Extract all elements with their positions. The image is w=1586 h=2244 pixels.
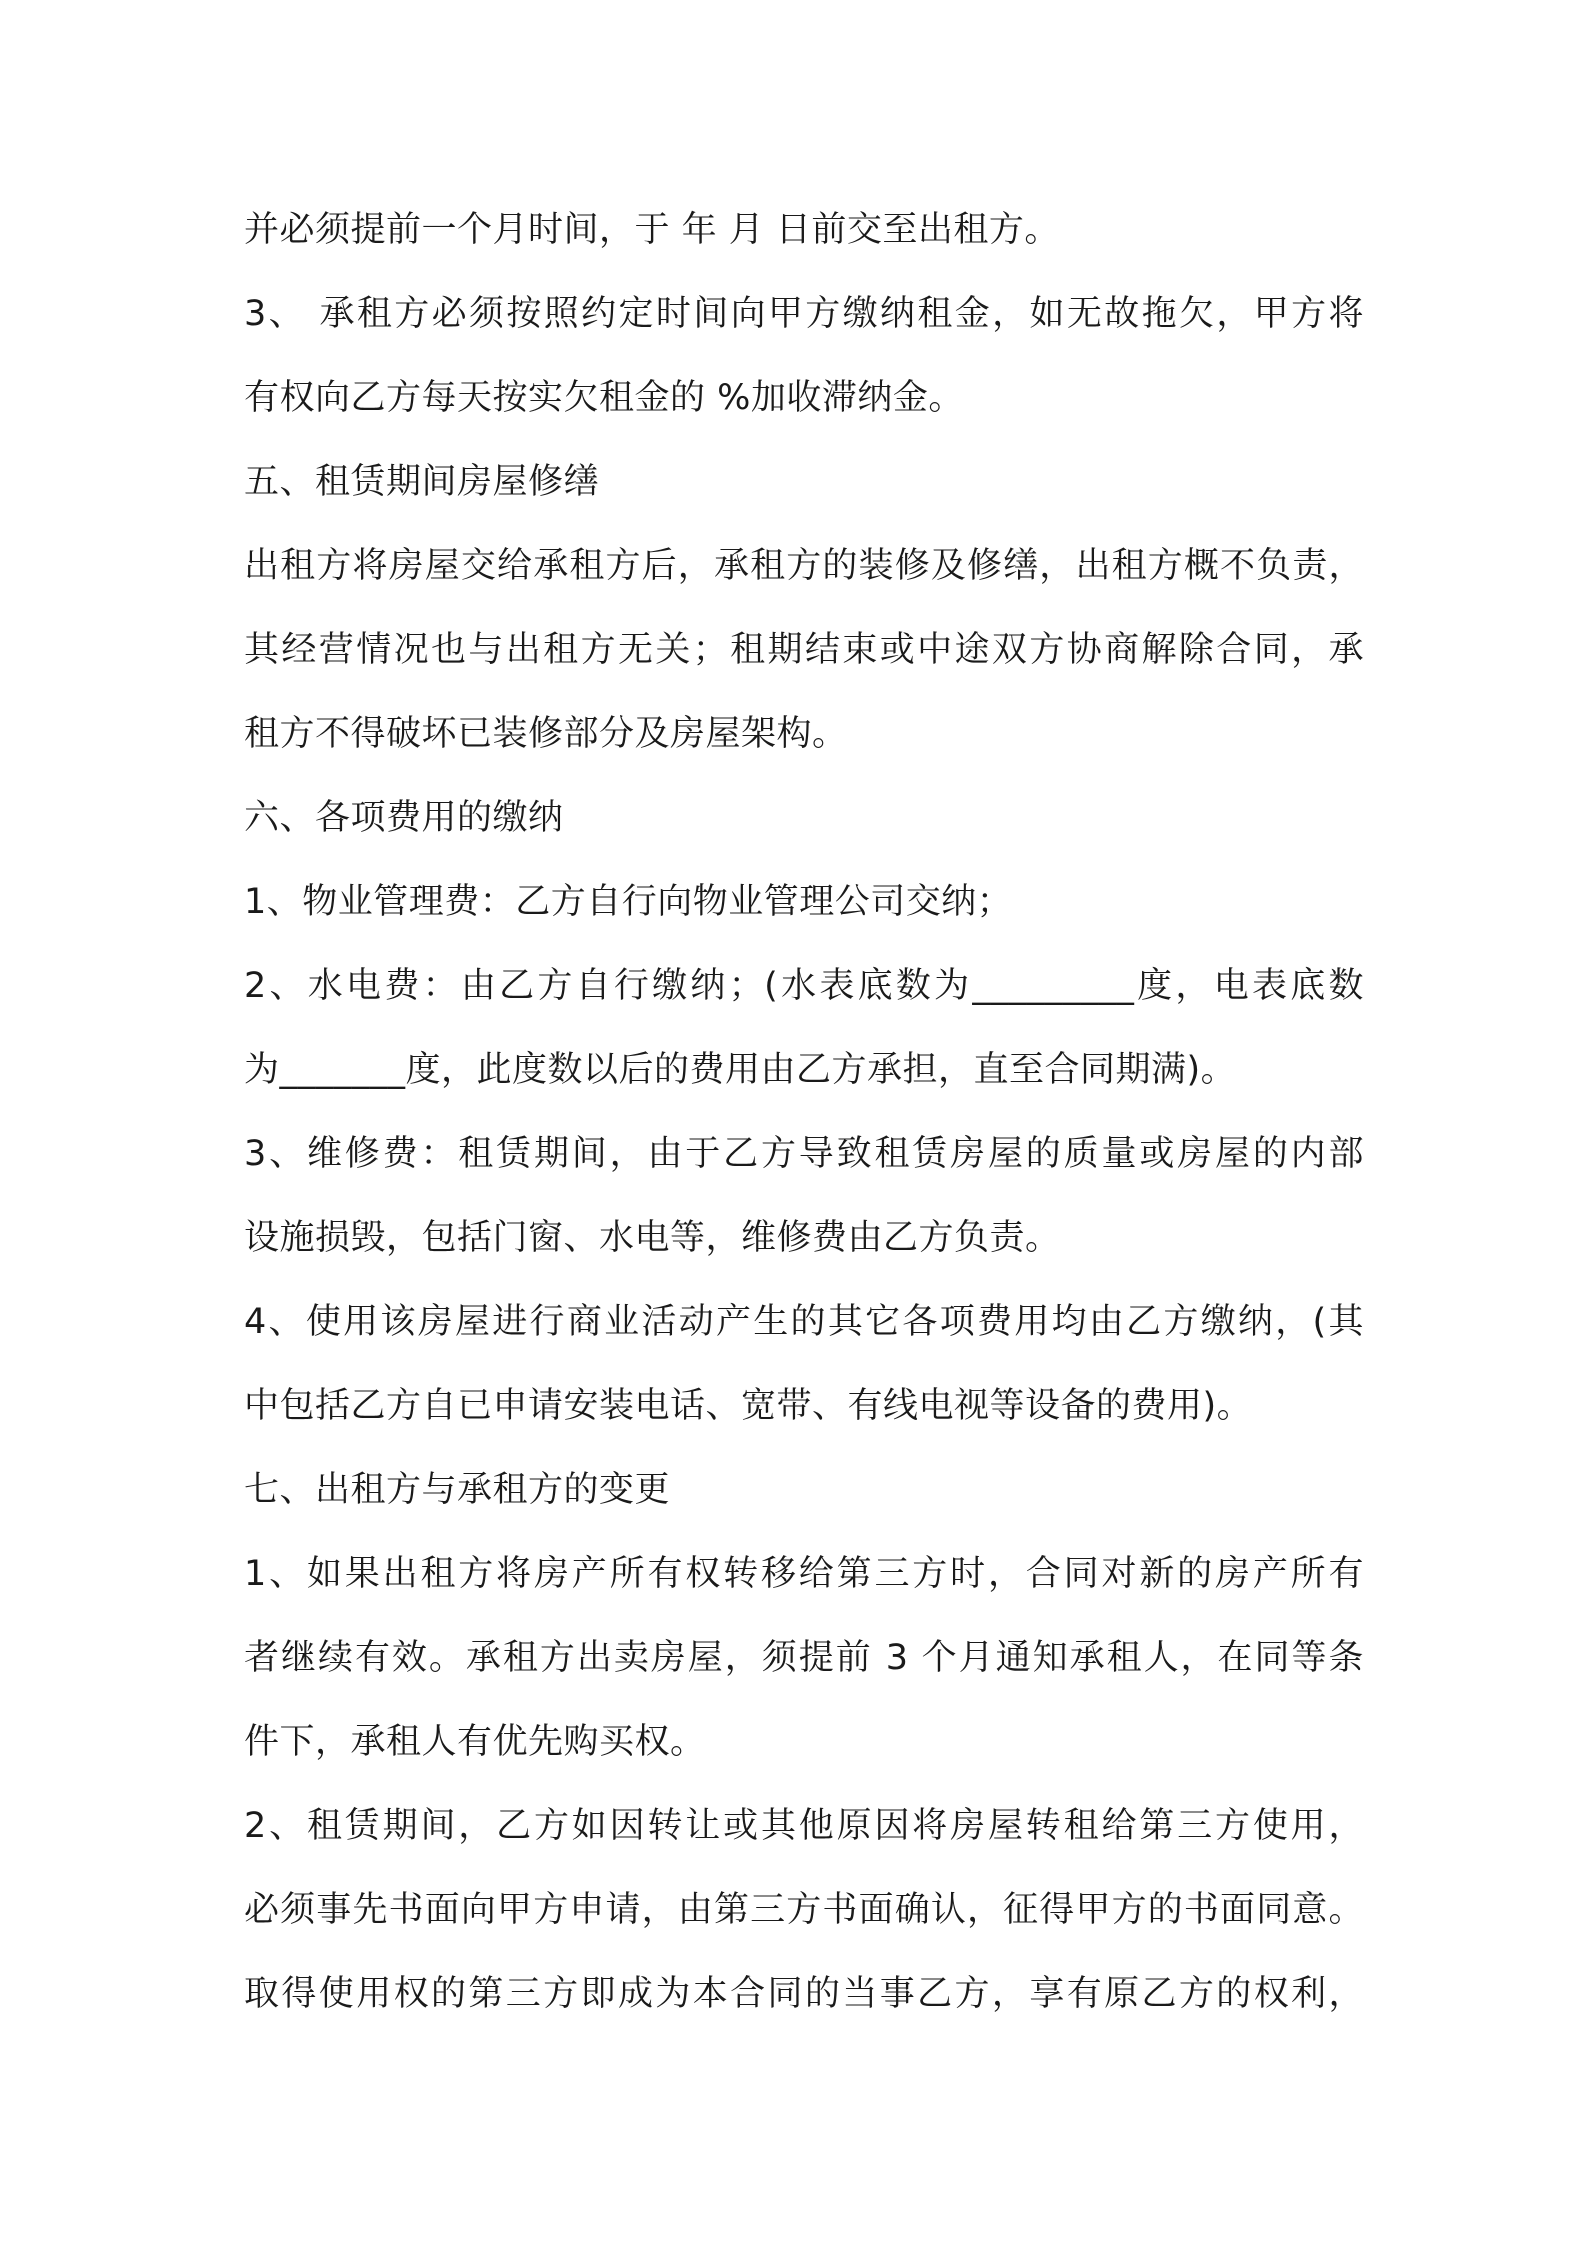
text-line: 2、租赁期间，乙方如因转让或其他原因将房屋转租给第三方使用， (244, 1806, 1364, 1846)
text-line: 中包括乙方自已申请安装电话、宽带、有线电视等设备的费用)。 (244, 1386, 1253, 1426)
text-line: 出租方将房屋交给承租方后，承租方的装修及修缮，出租方概不负责， (244, 546, 1364, 586)
text-line: 4、使用该房屋进行商业活动产生的其它各项费用均由乙方缴纳，(其 (244, 1302, 1364, 1342)
text-line: 取得使用权的第三方即成为本合同的当事乙方，享有原乙方的权利， (244, 1974, 1364, 2014)
section-heading: 六、各项费用的缴纳 (244, 798, 564, 838)
text-line: 3、 承租方必须按照约定时间向甲方缴纳租金，如无故拖欠，甲方将 (244, 294, 1364, 334)
text-line: 并必须提前一个月时间，于 年 月 日前交至出租方。 (244, 210, 1060, 250)
text-line: 1、物业管理费：乙方自行向物业管理公司交纳； (244, 882, 1013, 922)
text-line: 者继续有效。承租方出卖房屋，须提前 3 个月通知承租人，在同等条 (244, 1638, 1364, 1678)
section-heading: 五、租赁期间房屋修缮 (244, 462, 600, 502)
text-line: 有权向乙方每天按实欠租金的 %加收滞纳金。 (244, 378, 964, 418)
text-line: 2、水电费：由乙方自行缴纳；(水表底数为_________度，电表底数 (244, 966, 1364, 1006)
text-line: 其经营情况也与出租方无关；租期结束或中途双方协商解除合同，承 (244, 630, 1364, 670)
text-line: 3、维修费：租赁期间，由于乙方导致租赁房屋的质量或房屋的内部 (244, 1134, 1364, 1174)
text-line: 件下，承租人有优先购买权。 (244, 1722, 706, 1762)
text-line: 租方不得破坏已装修部分及房屋架构。 (244, 714, 848, 754)
text-line: 必须事先书面向甲方申请，由第三方书面确认，征得甲方的书面同意。 (244, 1890, 1364, 1930)
text-line: 设施损毁，包括门窗、水电等，维修费由乙方负责。 (244, 1218, 1061, 1258)
text-line: 为_______度，此度数以后的费用由乙方承担，直至合同期满)。 (244, 1050, 1237, 1090)
text-line: 1、如果出租方将房产所有权转移给第三方时，合同对新的房产所有 (244, 1554, 1364, 1594)
section-heading: 七、出租方与承租方的变更 (244, 1470, 671, 1510)
